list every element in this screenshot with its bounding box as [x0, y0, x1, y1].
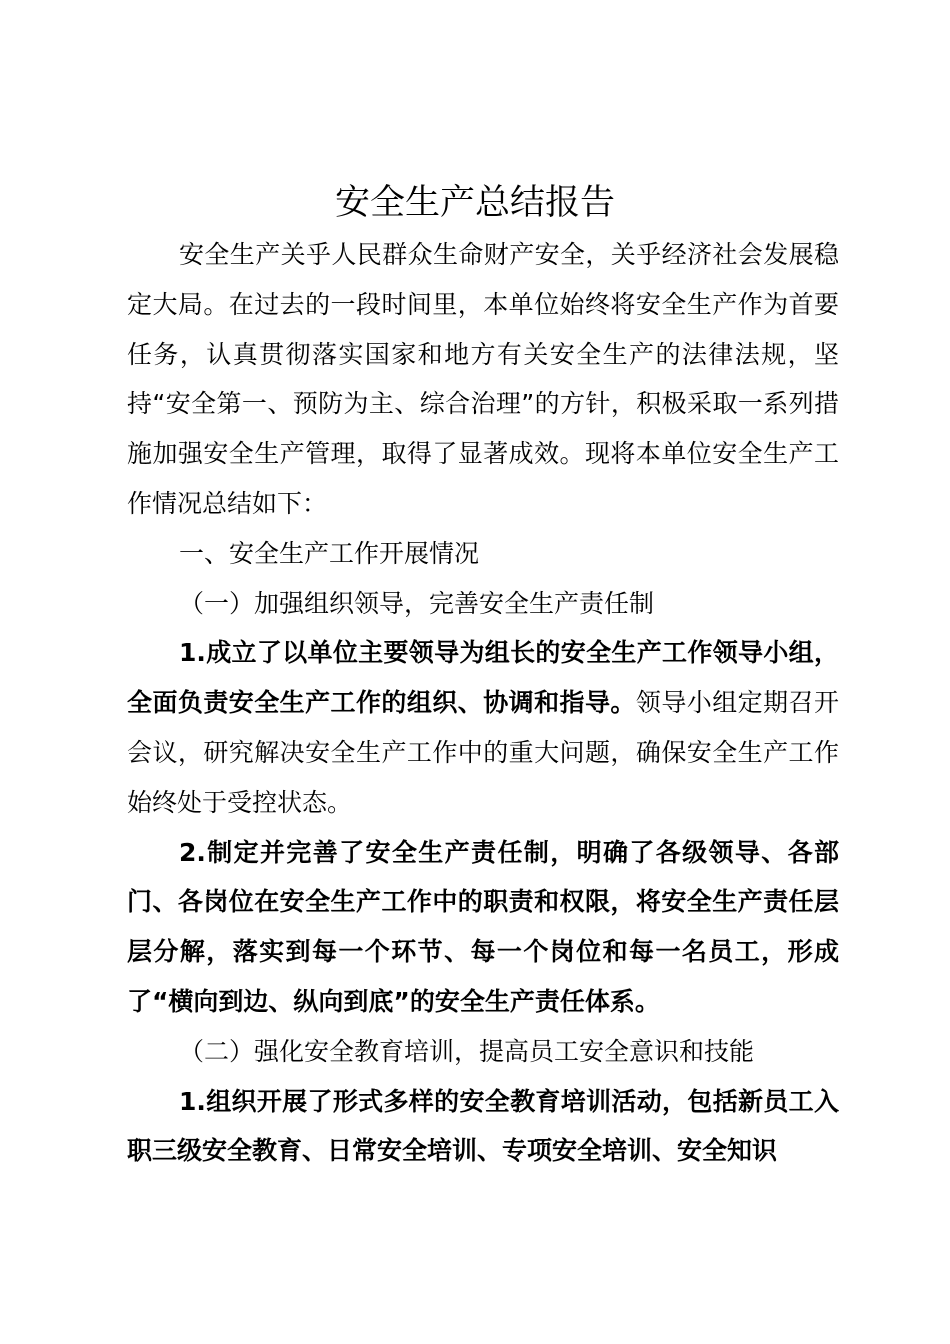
- item-1-1-text: 领导小组定期召开会议，研究解决安全生产工作中的重大问题，确保安全生产工作始终处于受控状态。: [127, 688, 839, 817]
- intro-paragraph: 安全生产关乎人民群众生命财产安全，关乎经济社会发展稳定大局。在过去的一段时间里，本单位始终将安全生产作为首要任务，认真贯彻落实国家和地方有关安全生产的法律法规，坚持“安全第一、预防为主、综合治理”的方针，积极采取一系列措施加强安全生产管理，取得了显著成效。现将本单位安全生产工作情况总结如下：: [127, 240, 839, 518]
- item-paragraph-1-1: [127, 628, 839, 827]
- item-paragraph-2-1: 1.组织开展了形式多样的安全教育培训活动，包括新员工入职三级安全教育、日常安全培训、专项安全培训、安全知识: [127, 1086, 839, 1166]
- item-1-1-bold-text: 1.成立了以单位主要领导为组长的安全生产工作领导小组，全面负责安全生产工作的组织、协调和指导。: [127, 638, 839, 718]
- subsection-heading-2: （二）强化安全教育培训，提高员工安全意识和技能: [179, 1036, 755, 1066]
- item-paragraph-1-2: 2.制定并完善了安全生产责任制，明确了各级领导、各部门、各岗位在安全生产工作中的职责和权限，将安全生产责任层层分解，落实到每一个环节、每一个岗位和每一名员工，形成了“横向到边、纵向到底”的安全生产责任体系。: [127, 837, 839, 1016]
- subsection-heading-1: （一）加强组织领导，完善安全生产责任制: [179, 588, 655, 618]
- document-title: 安全生产总结报告: [334, 183, 615, 223]
- document-body: [127, 230, 839, 1176]
- section-heading-1: 一、安全生产工作开展情况: [179, 538, 480, 568]
